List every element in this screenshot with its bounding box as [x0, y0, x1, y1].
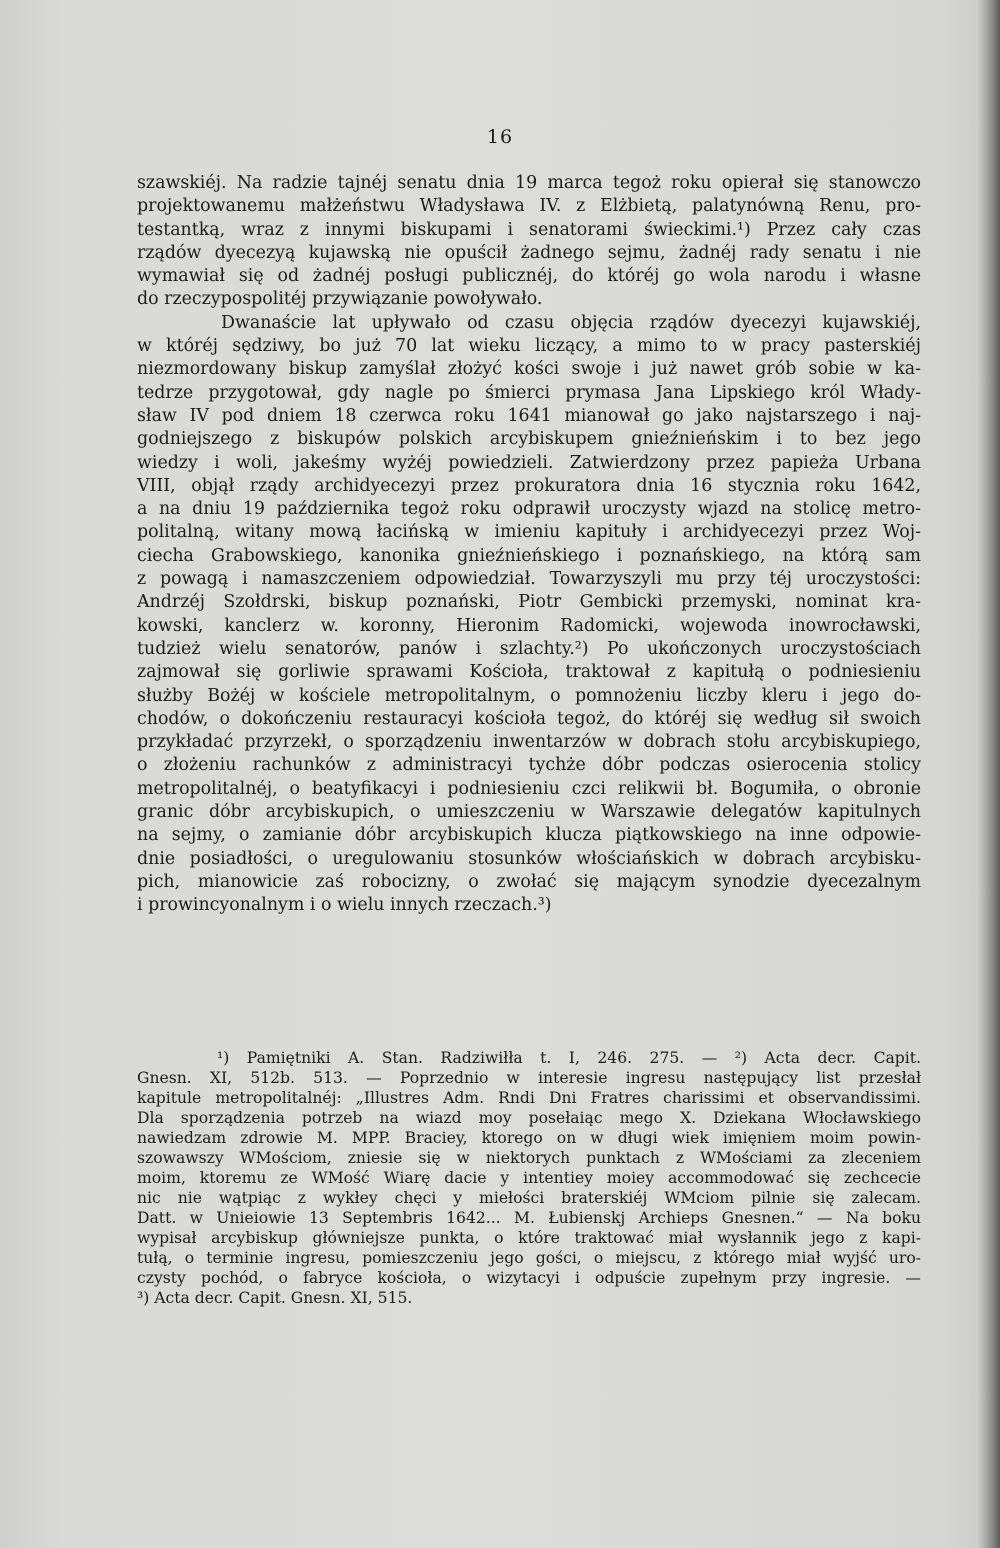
body-line: wiedzy i woli, jakeśmy wyżéj powiedzieli. Zatwierdzony przez papieża Urbana	[137, 452, 921, 473]
body-line: ciecha Grabowskiego, kanonika gnieźnieńskiego i poznańskiego, na którą sam	[137, 545, 921, 566]
body-line: Dwanaście lat upływało od czasu objęcia rządów dyecezyi kujawskiéj,	[221, 312, 921, 333]
body-line: testantką, wraz z innymi biskupami i senatorami świeckimi.¹) Przez cały czas	[137, 219, 921, 240]
footnote-line: moim, ktoremu ze WMość Wiarę dacie y intentiey moiey accommodować się zechcecie	[137, 1169, 921, 1187]
body-line: z powagą i namaszczeniem odpowiedział. Towarzyszyli mu przy téj uroczystości:	[137, 569, 921, 590]
body-line: o złożeniu rachunków z administracyi tychże dóbr podczas osierocenia stolicy	[137, 755, 921, 776]
body-line: metropolitalnéj, o beatyfikacyi i podniesieniu czci relikwii bł. Bogumiła, o obronie	[137, 778, 921, 799]
footnote-line: wypisał arcybiskup główniejsze punkta, o które traktować miał wysłannik jego z kapi-	[137, 1229, 921, 1247]
body-line: przykładać przyrzekł, o sporządzeniu inwentarzów w dobrach stołu arcybiskupiego,	[137, 732, 921, 753]
body-line: projektowanemu małżeństwu Władysława IV. z Elżbietą, palatynówną Renu, pro-	[137, 196, 921, 217]
footnote-line: Dla sporządzenia potrzeb na wiazd moy posełaiąc mego X. Dziekana Włocławskiego	[137, 1109, 921, 1127]
footnote-line: nawiedzam zdrowie M. MPP. Braciey, ktorego on w długi wiek imięniem moim powin-	[137, 1129, 921, 1147]
body-line: niezmordowany biskup zamyślał złożyć kości swoje i już nawet grób sobie w ka-	[137, 359, 921, 380]
body-line: dnie posiadłości, o uregulowaniu stosunków włościańskich w dobrach arcybisku-	[137, 848, 921, 869]
body-line: granic dóbr arcybiskupich, o umieszczeniu w Warszawie delegatów kapitulnych	[137, 802, 921, 823]
body-line: i prowincyonalnym i o wielu innych rzeczach.³)	[137, 895, 552, 916]
footnotes	[137, 1048, 921, 1308]
body-line: sław IV pod dniem 18 czerwca roku 1641 mianował go jako najstarszego i naj-	[137, 405, 921, 426]
footnote-line: Datt. w Unieiowie 13 Septembris 1642... M. Łubienskj Archieps Gnesnen.“ — Na boku	[137, 1209, 921, 1227]
body-line: a na dniu 19 października tegoż roku odprawił uroczysty wjazd na stolicę metro-	[137, 499, 921, 520]
body-line: rządów dyecezyą kujawską nie opuścił żadnego sejmu, żadnéj rady senatu i nie	[137, 242, 921, 263]
body-line: chodów, o dokończeniu restauracyi kościoła tegoż, do któréj się według sił swoich	[137, 708, 921, 729]
footnote-line: nic nie wątpiąc z wykłey chęci y miełości braterskiéj WMciom pilnie się zalecam.	[137, 1189, 921, 1207]
body-line: służby Bożéj w kościele metropolitalnym, o pomnożeniu liczby kleru i jego do-	[137, 685, 921, 706]
page-number: 16	[486, 126, 514, 148]
body-line: w któréj sędziwy, bo już 70 lat wieku liczący, a mimo to w pracy pasterskiéj	[137, 336, 921, 357]
body-line: wymawiał się od żadnéj posługi publicznéj, do któréj go wola narodu i własne	[137, 266, 921, 287]
footnote-line: ¹) Pamiętniki A. Stan. Radziwiłła t. I, 246. 275. — ²) Acta decr. Capit.	[217, 1049, 921, 1067]
body-line: politalną, witany mową łacińską w imieniu kapituły i archidyecezyi przez Woj-	[137, 522, 921, 543]
footnote-line: czysty pochód, o fabryce kościoła, o wizytacyi i odpuście zupełnym przy ingresie. —	[137, 1269, 921, 1287]
footnote-line: szowawszy WMościom, zniesie się w niektorych punktach z WMościami za zleceniem	[137, 1149, 921, 1167]
body-line: szawskiéj. Na radzie tajnéj senatu dnia 19 marca tegoż roku opierał się stanowczo	[137, 173, 921, 193]
footnote-line: Gnesn. XI, 512b. 513. — Poprzednio w interesie ingresu następujący list przesłał	[137, 1069, 921, 1087]
body-line: pich, mianowicie zaś robocizny, o zwołać się mającym synodzie dyecezalnym	[137, 871, 921, 892]
page-edge-shadow	[978, 0, 1000, 1548]
body-line: zajmował się gorliwie sprawami Kościoła, traktował z kapitułą o podniesieniu	[137, 662, 921, 683]
footnote-line: tułą, o terminie ingresu, pomieszczeniu jego gości, o miejscu, z którego miał wyjść uro-	[137, 1249, 921, 1267]
body-line: tudzież wielu senatorów, panów i szlachty.²) Po ukończonych uroczystościach	[137, 638, 921, 659]
footnote-line: kapitule metropolitalnéj: „Illustres Adm. Rndi Dni Fratres charissimi et observandissimi.	[137, 1089, 921, 1107]
body-line: do rzeczypospolitéj przywiązanie powoływało.	[137, 289, 543, 310]
body-line: na sejmy, o zamianie dóbr arcybiskupich klucza piątkowskiego na inne odpowie-	[137, 825, 921, 846]
body-line: VIII, objął rządy archidyecezyi przez prokuratora dnia 16 stycznia roku 1642,	[137, 475, 921, 496]
body-line: kowski, kanclerz w. koronny, Hieronim Radomicki, wojewoda inowrocławski,	[137, 615, 921, 636]
body-line: godniejszego z biskupów polskich arcybiskupem gnieźnieńskim i to bez jego	[137, 429, 921, 450]
body-line: tedrze przygotował, gdy nagle po śmierci prymasa Jana Lipskiego król Włady-	[137, 382, 921, 403]
footnote-line: ³) Acta decr. Capit. Gnesn. XI, 515.	[137, 1289, 413, 1307]
body-line: Andrzéj Szołdrski, biskup poznański, Piotr Gembicki przemyski, nominat kra-	[137, 592, 921, 613]
body-text	[137, 172, 921, 918]
